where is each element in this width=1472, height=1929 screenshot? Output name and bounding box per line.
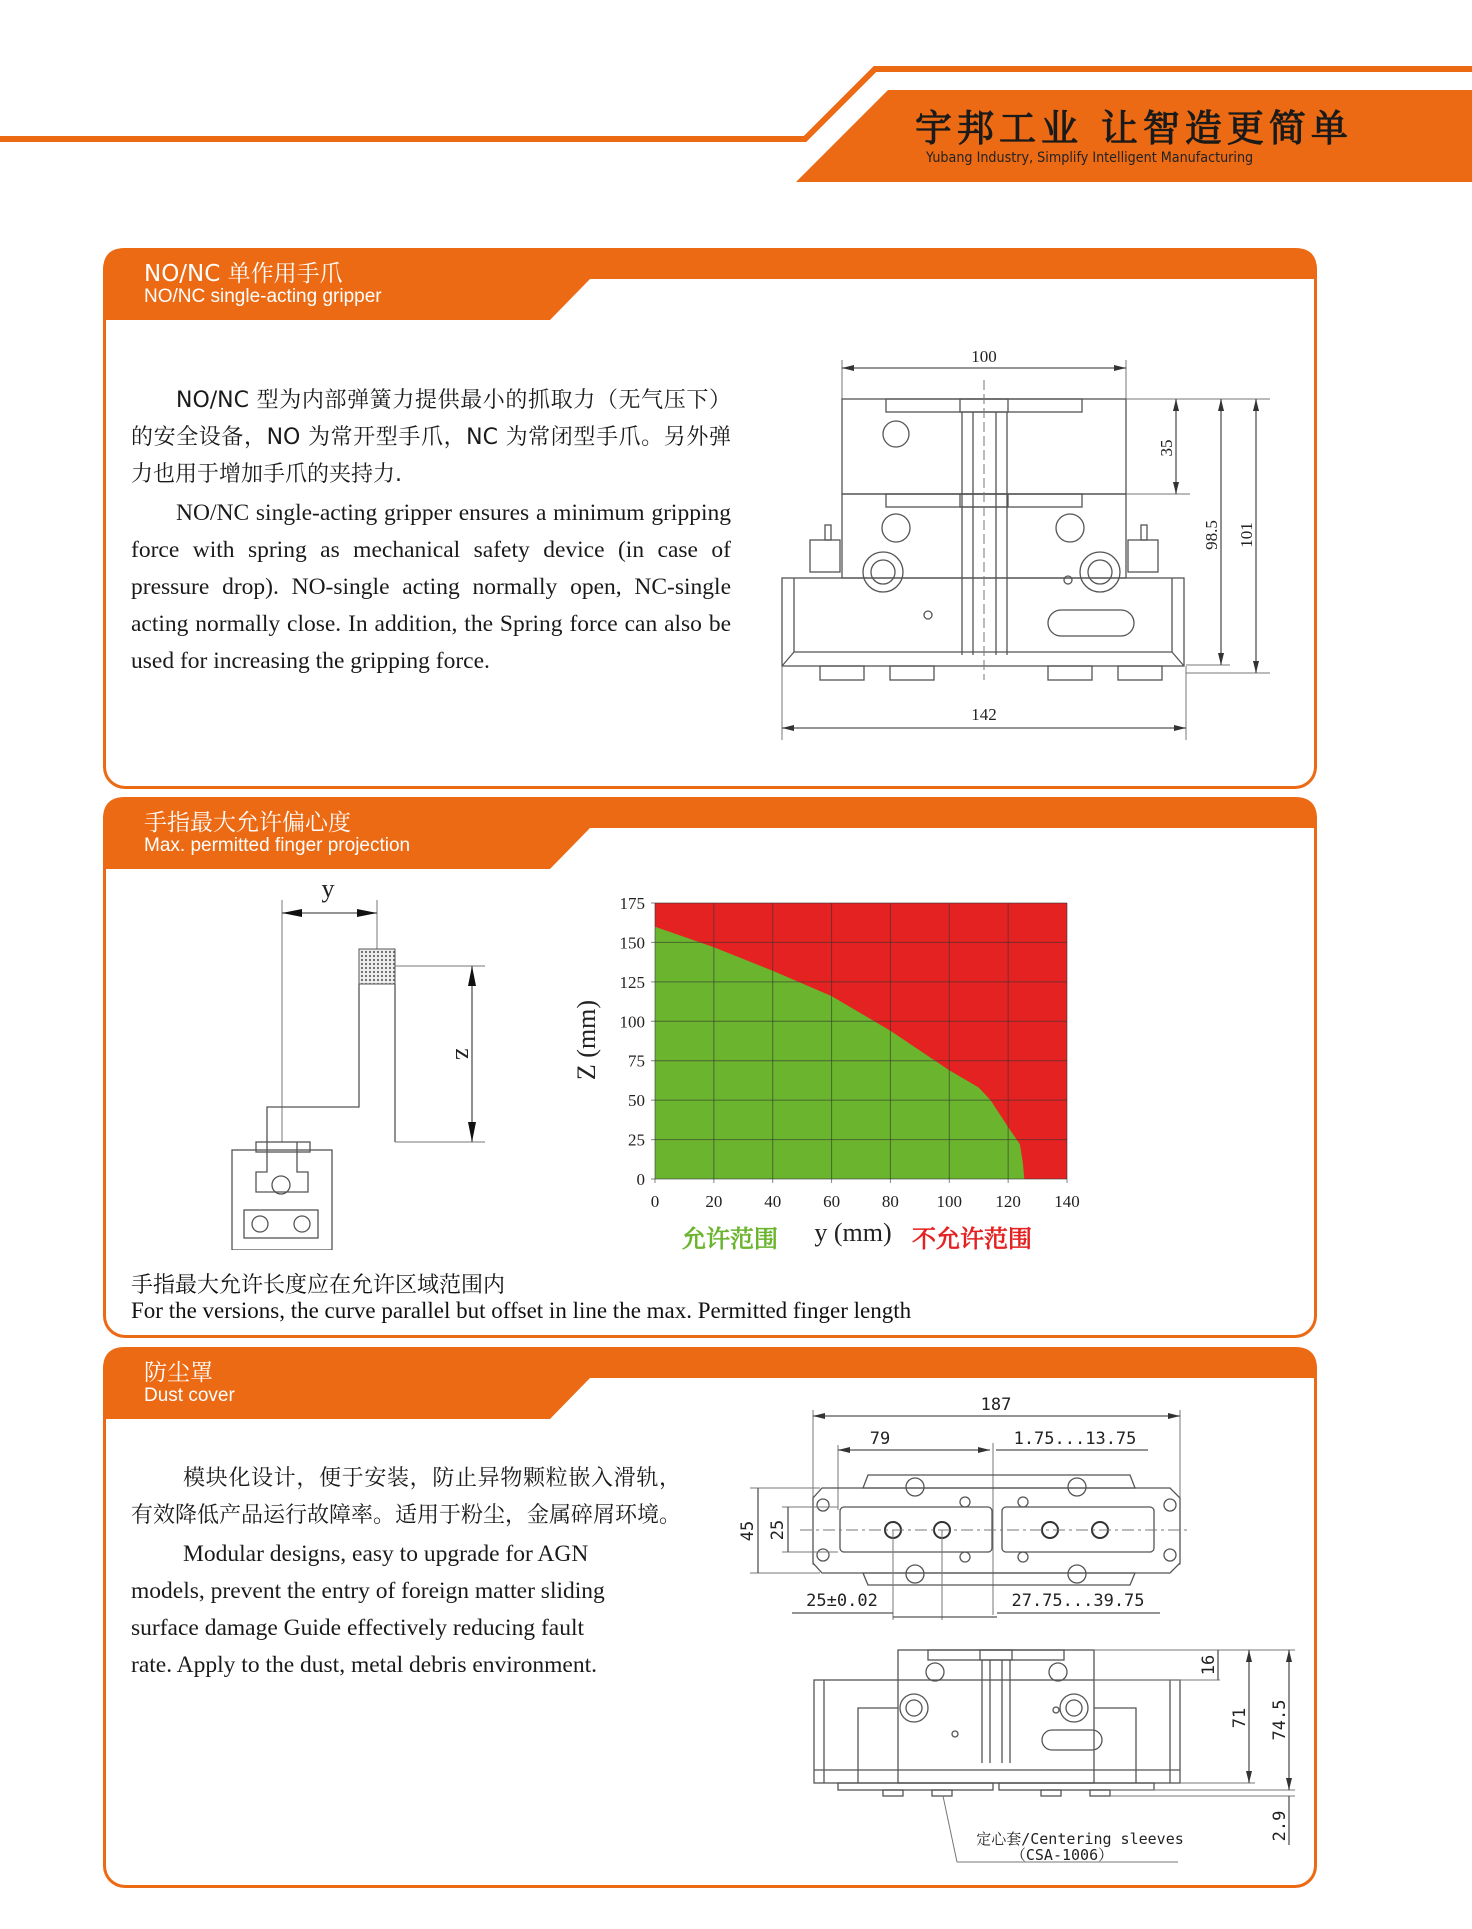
section-title-cn: NO/NC 单作用手爪 (144, 261, 343, 287)
y-tick: 0 (636, 1170, 645, 1189)
dim-79: 79 (869, 1429, 891, 1449)
x-axis-label: y (mm) (814, 1218, 892, 1247)
dim-range: 27.75...39.75 (1011, 1591, 1145, 1611)
body-en-line: Modular designs, easy to upgrade for AGN (183, 1541, 589, 1567)
x-tick: 140 (1054, 1192, 1080, 1211)
y-tick: 25 (628, 1130, 645, 1150)
dim-16: 16 (1199, 1654, 1219, 1676)
legend-allowed: 允许范围 (682, 1225, 778, 1253)
body-en-line: models, prevent the entry of foreign matter sliding (131, 1578, 605, 1604)
body-en-line: rate. Apply to the dust, metal debris environment. (131, 1652, 597, 1678)
dim-74-5: 74.5 (1270, 1699, 1290, 1741)
dim-35: 35 (1157, 439, 1176, 457)
y-tick: 125 (619, 972, 645, 992)
y-tick: 50 (628, 1091, 645, 1111)
dust-cover-side-view (800, 1620, 1320, 1870)
dim-100: 100 (971, 347, 997, 366)
dim-187: 187 (980, 1395, 1012, 1415)
x-tick: 100 (936, 1192, 963, 1211)
brand-slogan-en: Yubang Industry, Simplify Intelligent Manufacturing (926, 150, 1254, 166)
x-tick: 0 (650, 1192, 660, 1211)
dim-25: 25 (768, 1519, 788, 1541)
dim-101: 101 (1237, 522, 1256, 548)
x-tick: 40 (764, 1192, 782, 1211)
gripper-drawing (770, 340, 1290, 740)
legend-not-allowed: 不允许范围 (912, 1225, 1032, 1253)
dim-71: 71 (1230, 1707, 1250, 1729)
section-body (131, 382, 731, 680)
y-tick: 150 (619, 933, 645, 953)
x-tick: 80 (881, 1192, 899, 1211)
y-axis-label: Z (mm) (572, 999, 601, 1081)
dim-stroke: 1.75...13.75 (1013, 1429, 1137, 1449)
projection-chart (560, 880, 1300, 1260)
body-cn: 模块化设计，便于安装，防止异物颗粒嵌入滑轨，有效降低产品运行故障率。适用于粉尘，金属碎屑环境。 (131, 1466, 682, 1528)
section-title-en: NO/NC single-acting gripper (144, 286, 382, 307)
y-tick: 75 (628, 1051, 645, 1071)
dim-98-5: 98.5 (1202, 520, 1221, 550)
section-title-cn: 防尘罩 (144, 1360, 213, 1386)
label-z: z (450, 1048, 479, 1060)
dust-cover-top-view (720, 1385, 1220, 1625)
section-title-en: Dust cover (144, 1385, 235, 1406)
y-tick: 175 (619, 894, 645, 913)
finger-sketch (220, 870, 520, 1250)
section-body (131, 1460, 681, 1684)
brand-slogan-cn: 宇邦工业 让智造更简单 (915, 106, 1353, 150)
section-title-cn: 手指最大允许偏心度 (144, 810, 351, 836)
callout-centering-sleeves: 定心套/Centering sleeves (976, 1830, 1184, 1848)
x-tick: 60 (823, 1192, 841, 1211)
callout-part-number: （CSA-1006） (1010, 1846, 1114, 1864)
body-en: NO/NC single-acting gripper ensures a minimum gripping force with spring as mechanical safety device (in case of pressure drop). NO-single acting normally open, NC-single acting normally close. In addition, the Spring force can also be used for increasing the gripping force. (131, 500, 731, 674)
dim-45: 45 (738, 1520, 758, 1542)
y-tick: 100 (619, 1012, 645, 1032)
section-title-en: Max. permitted finger projection (144, 835, 411, 856)
body-en-line: surface damage Guide effectively reducing fault (131, 1615, 585, 1641)
x-tick: 120 (995, 1192, 1021, 1211)
x-tick: 20 (705, 1192, 723, 1211)
dim-142: 142 (971, 705, 997, 724)
dim-2-9: 2.9 (1270, 1810, 1290, 1842)
body-cn: NO/NC 型为内部弹簧力提供最小的抓取力（无气压下）的安全设备，NO 为常开型手爪，NC 为常闭型手爪。另外弹力也用于增加手爪的夹持力. (131, 388, 731, 487)
finger-note-en: For the versions, the curve parallel but offset in line the max. Permitted finger length (131, 1298, 912, 1323)
finger-note-cn: 手指最大允许长度应在允许区域范围内 (131, 1273, 506, 1298)
dim-pitch: 25±0.02 (806, 1591, 878, 1611)
label-y: y (321, 874, 335, 903)
